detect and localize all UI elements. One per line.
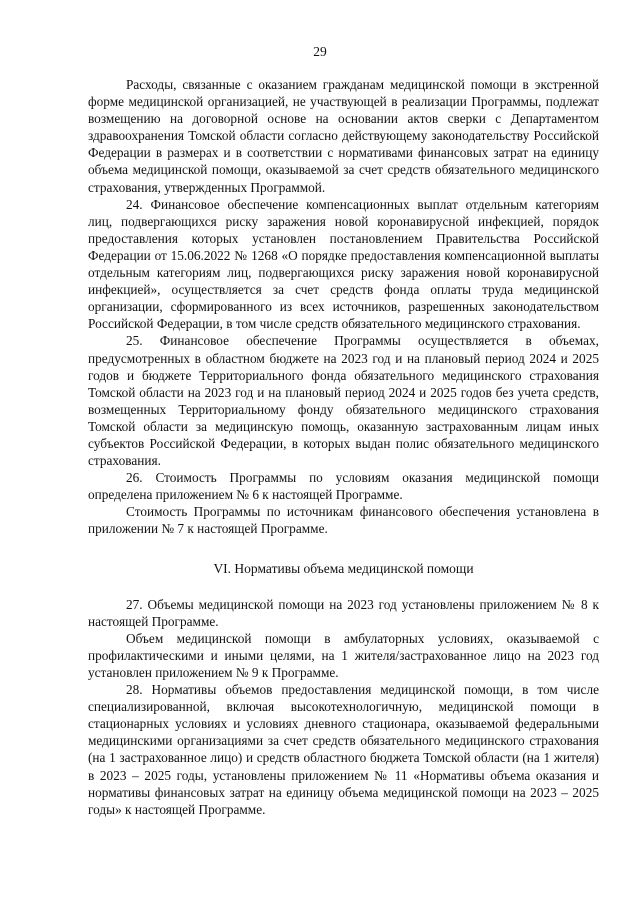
paragraph-27: 27. Объемы медицинской помощи на 2023 год установлены приложением № 8 к настоящей Программе. xyxy=(88,596,599,629)
section-heading: VI. Нормативы объема медицинской помощи xyxy=(213,560,474,576)
paragraph-emergency-care-costs: Расходы, связанные с оказанием гражданам медицинской помощи в экстренной форме медицинской организацией, не участвующей в реализации Программы, подлежат возмещению на договорной основе на основании актов сверки с Департаментом здравоохранения Томской области согласно действующему законодательству Российской Федерации в размерах и в соответствии с нормативами финансовых затрат на единицу объема медицинской помощи, оказываемой за счет средств обязательного медицинского страхования, утвержденных Программой. xyxy=(88,77,599,195)
paragraph-26: 26. Стоимость Программы по условиям оказания медицинской помощи определена приложением № 6 к настоящей Программе. xyxy=(88,470,599,503)
page-number: 29 xyxy=(313,44,327,59)
paragraph-28: 28. Нормативы объемов предоставления медицинской помощи, в том числе специализированной, включая высокотехнологичную, медицинской помощи в стационарных условиях и условиях дневного стационара, оказываемой федеральными медицинскими организациями за счет средств обязательного медицинского страхования (на 1 застрахованное лицо) и средств областного бюджета Томской области (на 1 жителя) в 2023 – 2025 годы, установлены приложением № 11 «Нормативы объема оказания и нормативы финансовых затрат на единицу объема медицинской помощи на 2023 – 2025 годы» к настоящей Программе. xyxy=(88,682,599,817)
paragraph-25: 25. Финансовое обеспечение Программы осуществляется в объемах, предусмотренных в областном бюджете на 2023 год и на плановый период 2024 и 2025 годов и бюджете Территориального фонда обязательного медицинского страхования Томской области на 2023 год и на плановый период 2024 и 2025 годов без учета средств, возмещенных Территориальному фонду обязательного медицинского страхования Томской области за медицинскую помощь, оказанную застрахованным лицам иных субъектов Российской Федерации, в которых выдан полис обязательного медицинского страхования. xyxy=(88,333,599,469)
paragraph-outpatient-volume: Объем медицинской помощи в амбулаторных условиях, оказываемой с профилактическими и иными целями, на 1 жителя/застрахованное лицо на 2023 год установлен приложением № 9 к Программе. xyxy=(88,630,599,680)
document-body xyxy=(88,76,599,818)
paragraph-program-cost-sources: Стоимость Программы по источникам финансового обеспечения установлена в приложении № 7 к настоящей Программе. xyxy=(88,504,599,537)
paragraph-24: 24. Финансовое обеспечение компенсационных выплат отдельным категориям лиц, подвергающихся риску заражения новой коронавирусной инфекцией, порядок предоставления которых установлен постановлением Правительства Российской Федерации от 15.06.2022 № 1268 «О порядке предоставления компенсационной выплаты отдельным категориям лиц, подвергающихся риску заражения новой коронавирусной инфекцией», осуществляется за счет средств фонда оплаты труда медицинской организации, сформированного из всех источников, разрешенных законодательством Российской Федерации, в том числе средств обязательного медицинского страхования. xyxy=(88,196,599,332)
